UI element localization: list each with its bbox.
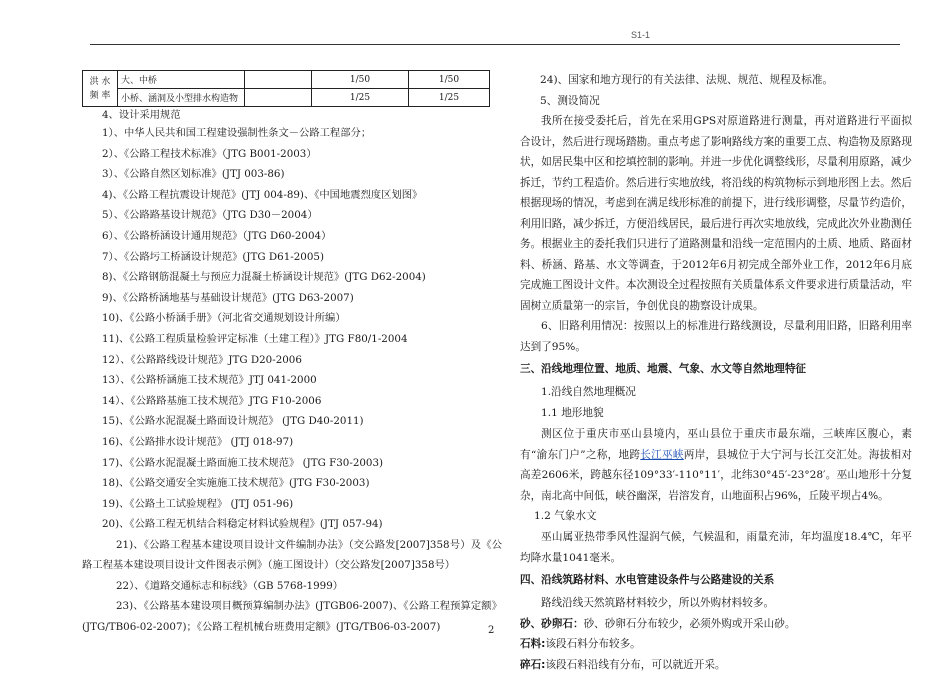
sand-term: 砂、砂卵石： bbox=[520, 617, 584, 630]
list-item: 24)、国家和地方现行的有关法律、法规、规范、规程及标准。 bbox=[540, 74, 834, 86]
left-column bbox=[82, 70, 502, 637]
subheading-1-2: 1.2 气象水文 bbox=[534, 510, 597, 523]
stone-term: 石料: bbox=[520, 638, 546, 651]
terrain-paragraph bbox=[520, 424, 912, 506]
list-item: 8)、《公路钢筋混凝土与预应力混凝土桥涵设计规范》(JTG D62-2004) bbox=[102, 271, 426, 284]
heading-4: 四、沿线筑路材料、水电管建设条件与公路建设的关系 bbox=[520, 574, 775, 587]
materials-intro: 路线沿线天然筑路材料较少，所以外购材料较多。 bbox=[541, 597, 775, 610]
survey-paragraph: 我所在接受委托后，首先在采用GPS对原道路进行测量，再对道路进行平面拟合设计，然后进行现场踏勘。重点考虑了影响路线方案的重要工点、构造物及原路现状，如居民集中区和挖填控制的影响。并进一步优化调整线形，尽量利用原路，减少拆迁，节约工程造价。然后进行实地放线，将沿线的构筑物标示到地形图上去。然后根据现场的情况，考虑到在满足线形标准的前提下，进行线形调整，尽量节约造价，利用旧路，减少拆迁，方便沿线居民，最后进行再次实地放线，完成此次外业勘测任务。根据业主的委托我们只进行了道路测量和沿线一定范围内的土质、地质、路面材料、桥涵、路基、水文等调查，于2012年6月初完成全部外业工作，2012年6月底完成施工图设计文件。本次测设全过程按照有关质量体系文件要求进行质量活动，牢固树立质量第一的宗旨，争创优良的勘察设计成果。 bbox=[520, 115, 912, 312]
gravel-text: 该段石料沿线有分布，可以就近开采。 bbox=[545, 658, 726, 671]
table-cell: 1/25 bbox=[409, 89, 490, 107]
list-item: 9)、《公路桥涵地基与基础设计规范》(JTG D63-2007) bbox=[102, 291, 354, 304]
item-21-part-b: 《公路工程基本建设项目设计文件图表示例》（施工图设计）（交公路发[2007]358号） bbox=[82, 538, 503, 572]
sand-paragraph bbox=[520, 614, 912, 635]
list-item: 11)、《公路工程质量检验评定标准（土建工程）》JTG F80/1-2004 bbox=[102, 332, 408, 345]
yangtze-wuxia-link[interactable]: 长江巫峡 bbox=[640, 448, 684, 461]
list-item: 2）、《公路工程技术标准》（JTG B001-2003） bbox=[102, 147, 317, 160]
list-item: 20)、《公路工程无机结合料稳定材料试验规程》(JTJ 057-94) bbox=[102, 518, 383, 531]
table-cell: 1/50 bbox=[409, 71, 490, 89]
subheading-1: 1.沿线自然地理概况 bbox=[541, 386, 636, 399]
flood-frequency-table bbox=[82, 70, 490, 107]
climate-paragraph: 巫山属亚热带季风性湿润气候，气候温和，雨量充沛，年均温度18.4℃，年平均降水量1041毫米。 bbox=[520, 531, 912, 564]
road-reuse-paragraph: 6、旧路利用情况：按照以上的标准进行路线测设，尽量利用旧路，旧路利用率达到了95%。 bbox=[520, 320, 912, 353]
flood-label-line1: 洪 水 bbox=[89, 76, 111, 87]
list-item: 6）、《公路桥涵设计通用规范》（JTG D60-2004） bbox=[102, 229, 332, 242]
list-item: 7）、《公路圬工桥涵设计规范》(JTG D61-2005) bbox=[102, 250, 324, 263]
list-item: 18)、《公路交通安全实施施工技术规范》(JTG F30-2003) bbox=[102, 477, 370, 490]
list-item: 16)、《公路排水设计规范》 (JTJ 018-97) bbox=[102, 435, 294, 448]
terrain-text-b: 两岸，县城位于大宁河与长江交汇处。海拔相对高差2606米，跨越东径109°33′-110°11′，北纬30°45′-23°28′。巫山地形十分复杂，南北高中间低，峡谷幽深，岩溶发育，山地面积占96%，丘陵平坝占4%。 bbox=[520, 448, 912, 502]
section-title: 4、设计采用规范 bbox=[102, 109, 181, 121]
list-item: 23)、《公路基本建设项目概预算编制办法》(JTGB06-2007)、《公路工程预算定额》(JTG/TB06-02-2007)；《公路工程机械台班费用定额》(JTG/TB06-03-2007) bbox=[82, 600, 502, 633]
stone-text: 该段石料分布较多。 bbox=[545, 638, 641, 651]
list-item: 5）、《公路路基设计规范》（JTG D30－2004） bbox=[102, 209, 318, 222]
table-cell: 大、中桥 bbox=[118, 71, 245, 89]
header-rule bbox=[90, 44, 900, 45]
list-item: 10)、《公路小桥涵手册》（河北省交通规划设计所编） bbox=[102, 312, 346, 325]
list-item: 3）、《公路自然区划标准》(JTJ 003-86) bbox=[102, 168, 285, 181]
subheading-1-1: 1.1 地形地貌 bbox=[541, 407, 604, 420]
table-cell: 1/50 bbox=[312, 71, 409, 89]
table-row bbox=[83, 71, 490, 89]
list-item: 4)、《公路工程抗震设计规范》(JTJ 004-89)、《中国地震烈度区划图》 bbox=[102, 188, 423, 201]
list-item: 17)、《公路水泥混凝土路面施工技术规范》 (JTG F30-2003) bbox=[102, 456, 384, 469]
list-item: 1）、中华人民共和国工程建设强制性条文－公路工程部分； bbox=[102, 127, 372, 139]
list-item: 13）、《公路桥涵施工技术规范》JTJ 041-2000 bbox=[102, 374, 317, 387]
page-header bbox=[90, 28, 900, 44]
right-column bbox=[520, 70, 912, 675]
list-item bbox=[82, 535, 502, 576]
list-item: 12）、《公路路线设计规范》JTG D20-2006 bbox=[102, 353, 302, 366]
list-item: 22）、《道路交通标志和标线》（GB 5768-1999） bbox=[116, 579, 344, 592]
item-21-part-a: 21)、《公路工程基本建设项目设计文件编制办法》（交公路发[2007]358号）及 bbox=[116, 538, 482, 551]
header-label: S1-1 bbox=[630, 30, 650, 40]
gravel-term: 碎石: bbox=[520, 658, 546, 671]
flood-label-line2: 频 率 bbox=[89, 90, 111, 101]
table-cell bbox=[245, 89, 312, 107]
stone-paragraph bbox=[520, 634, 912, 655]
list-item: 15)、《公路水泥混凝土路面设计规范》 (JTG D40-2011) bbox=[102, 415, 364, 428]
table-cell bbox=[245, 71, 312, 89]
table-cell: 1/25 bbox=[312, 89, 409, 107]
list-item: 19)、《公路土工试验规程》 (JTJ 051-96) bbox=[102, 497, 294, 510]
page-number: 2 bbox=[488, 625, 495, 636]
section-title: 5、测设简况 bbox=[540, 94, 600, 107]
table-cell: 小桥、涵洞及小型排水构造物 bbox=[118, 89, 245, 107]
sand-text: 砂、砂卵石分布较少，必须外购或开采山砂。 bbox=[583, 617, 796, 630]
list-item: 14）、《公路路基施工技术规范》JTG F10-2006 bbox=[102, 394, 322, 407]
terrain-text-a: 测区位于重庆市巫山县境内，巫山县位于重庆市最东端，三峡库区腹心，素有“渝东门户”之称，地跨 bbox=[520, 428, 912, 461]
flood-frequency-label bbox=[83, 71, 118, 107]
table-row bbox=[83, 89, 490, 107]
heading-3: 三、沿线地理位置、地质、地震、气象、水文等自然地理特征 bbox=[520, 363, 807, 376]
